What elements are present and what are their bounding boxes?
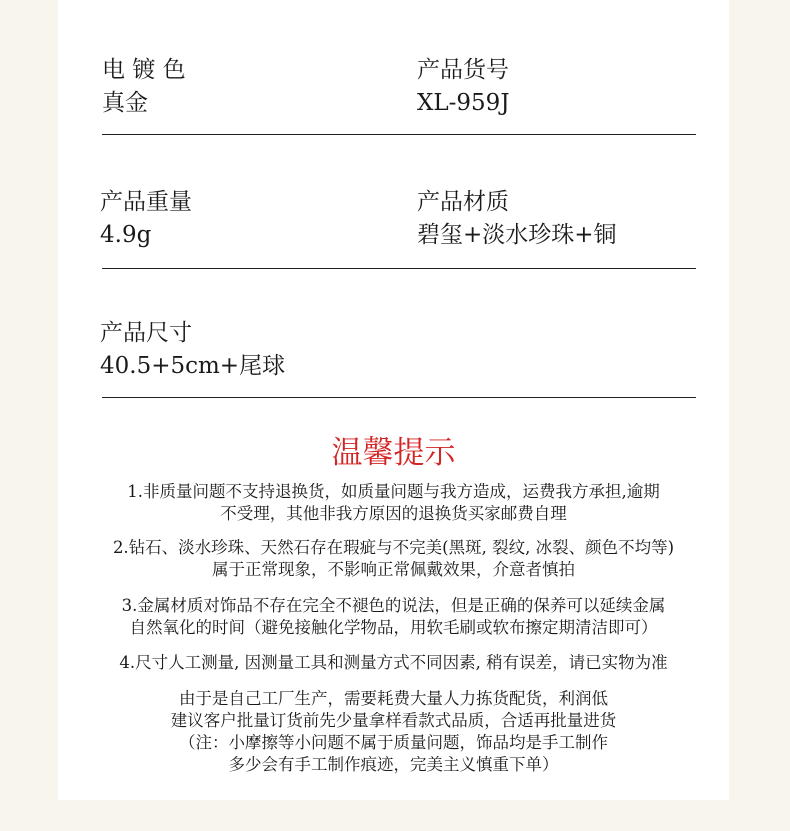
row-divider [102, 268, 696, 269]
spec-plating [102, 56, 186, 117]
notice-line: 自然氧化的时间（避免接触化学物品，用软毛刷或软布擦定期清洁即可） [129, 618, 658, 637]
notice-line: 属于正常现象，不影响正常佩戴效果，介意者慎拍 [212, 560, 575, 579]
spec-value: 碧玺+淡水珍珠+铜 [417, 222, 617, 248]
spec-value: 40.5+5cm+尾球 [100, 353, 286, 379]
notice-line: （注：小摩擦等小问题不属于质量问题，饰品均是手工制作 [179, 733, 608, 752]
notice-line: 2.钻石、淡水珍珠、天然石存在瑕疵与不完美(黑斑, 裂纹, 冰裂、颜色不均等) [112, 538, 675, 557]
spec-material [417, 188, 617, 249]
row-divider [102, 397, 696, 398]
notice-title: 温馨提示 [331, 435, 456, 471]
spec-label: 产品尺寸 [100, 320, 192, 346]
row-divider [102, 134, 696, 135]
spec-size [100, 319, 285, 380]
spec-row-size [102, 319, 696, 399]
spec-row-weight-material [102, 188, 696, 270]
notice-line: 不受理，其他非我方原因的退换货买家邮费自理 [220, 504, 567, 523]
notice-item-gemstones [88, 537, 699, 581]
notice-line: 3.金属材质对饰品不存在完全不褪色的说法，但是正确的保养可以延续金属 [121, 596, 666, 615]
notice-item-metal-care [88, 595, 699, 639]
spec-sku [417, 56, 510, 117]
spec-weight [100, 188, 192, 249]
notice-item-measurement [88, 652, 699, 674]
product-spec-card [58, 0, 729, 800]
notice-line: 由于是自己工厂生产，需要耗费大量人力拣货配货，利润低 [179, 689, 608, 708]
spec-row-plating-sku [102, 56, 696, 136]
notice-line: 多少会有手工制作痕迹，完美主义慎重下单） [228, 755, 559, 774]
spec-label: 产品货号 [417, 57, 509, 83]
spec-value: 真金 [102, 90, 148, 116]
spec-value: 4.9g [100, 222, 152, 248]
spec-label: 电 镀 色 [102, 57, 186, 83]
notice-line: 建议客户批量订货前先少量拿样看款式品质，合适再批量进货 [170, 711, 617, 730]
spec-label: 产品重量 [100, 189, 192, 215]
spec-value: XL-959J [417, 90, 510, 116]
notice-line: 1.非质量问题不支持退换货，如质量问题与我方造成，运费我方承担,逾期 [127, 482, 660, 501]
notice-line: 4.尺寸人工测量, 因测量工具和测量方式不同因素, 稍有误差，请已实物为准 [119, 653, 668, 672]
notice-item-returns [88, 481, 699, 525]
spec-label: 产品材质 [417, 189, 509, 215]
notice-item-factory [88, 688, 699, 776]
